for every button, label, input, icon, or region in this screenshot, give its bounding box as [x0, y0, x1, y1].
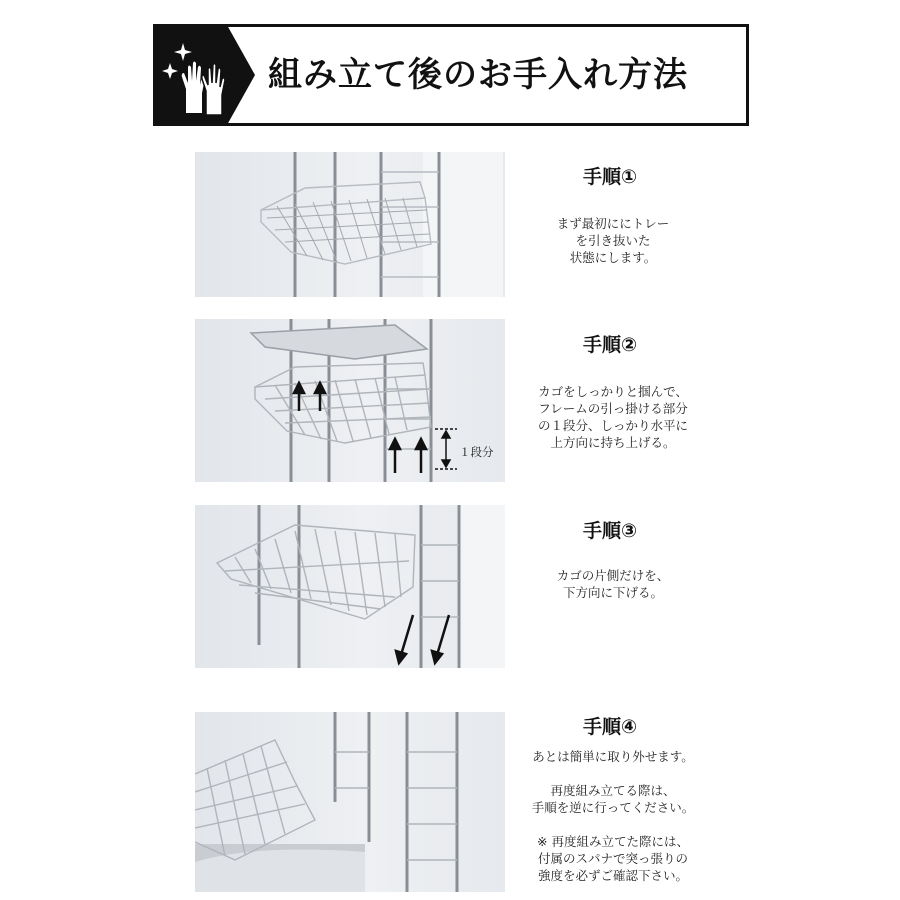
step4-line: 手順を逆に行ってください。 — [531, 800, 695, 815]
step3-line: 下方向に下げる。 — [562, 585, 663, 600]
step2-description — [508, 383, 718, 451]
one-step-label: １段分 — [459, 445, 494, 459]
rack-basket-removed-illustration — [195, 712, 505, 892]
step4-line: あとは簡単に取り外せます。 — [532, 749, 694, 764]
step4-description — [508, 748, 718, 884]
step1-line: を引き抜いた — [575, 233, 651, 248]
step3-line: カゴの片側だけを、 — [556, 568, 670, 583]
step1-description — [508, 215, 718, 266]
step1-title: 手順① — [582, 166, 638, 188]
cleaning-gloves-sparkle-icon — [156, 27, 246, 123]
step4-paragraph — [508, 782, 718, 816]
step1-photo — [195, 152, 505, 297]
step2-line: カゴをしっかりと掴んで、 — [538, 384, 688, 399]
step2-line: 上方向に持ち上げる。 — [550, 435, 676, 450]
step2-photo — [195, 319, 505, 482]
step4-line: ※ 再度組み立てた際には、 — [537, 834, 689, 849]
step3-title: 手順③ — [582, 520, 638, 542]
header-banner — [153, 24, 749, 126]
step4-paragraph — [508, 833, 718, 884]
step3-description — [508, 567, 718, 601]
step2-line: の１段分、しっかり水平に — [537, 418, 688, 433]
step1-line: まず最初ににトレー — [556, 216, 670, 231]
step4-title: 手順④ — [582, 716, 638, 738]
step3-photo — [195, 505, 505, 668]
step4-line: 再度組み立てる際は、 — [550, 783, 676, 798]
rack-basket-illustration — [195, 152, 505, 297]
rack-basket-tilt-illustration — [195, 505, 505, 668]
step2-line: フレームの引っ掛ける部分 — [538, 401, 688, 416]
step1-line: 状態にします。 — [569, 250, 657, 265]
step4-line: 付属のスパナで突っ張りの — [537, 851, 688, 866]
page-title: 組み立て後のお手入れ方法 — [268, 55, 688, 95]
step4-line: 強度を必ずご確認下さい。 — [537, 868, 688, 883]
step4-paragraph — [508, 748, 718, 765]
step4-photo — [195, 712, 505, 892]
step2-title: 手順② — [582, 334, 638, 356]
